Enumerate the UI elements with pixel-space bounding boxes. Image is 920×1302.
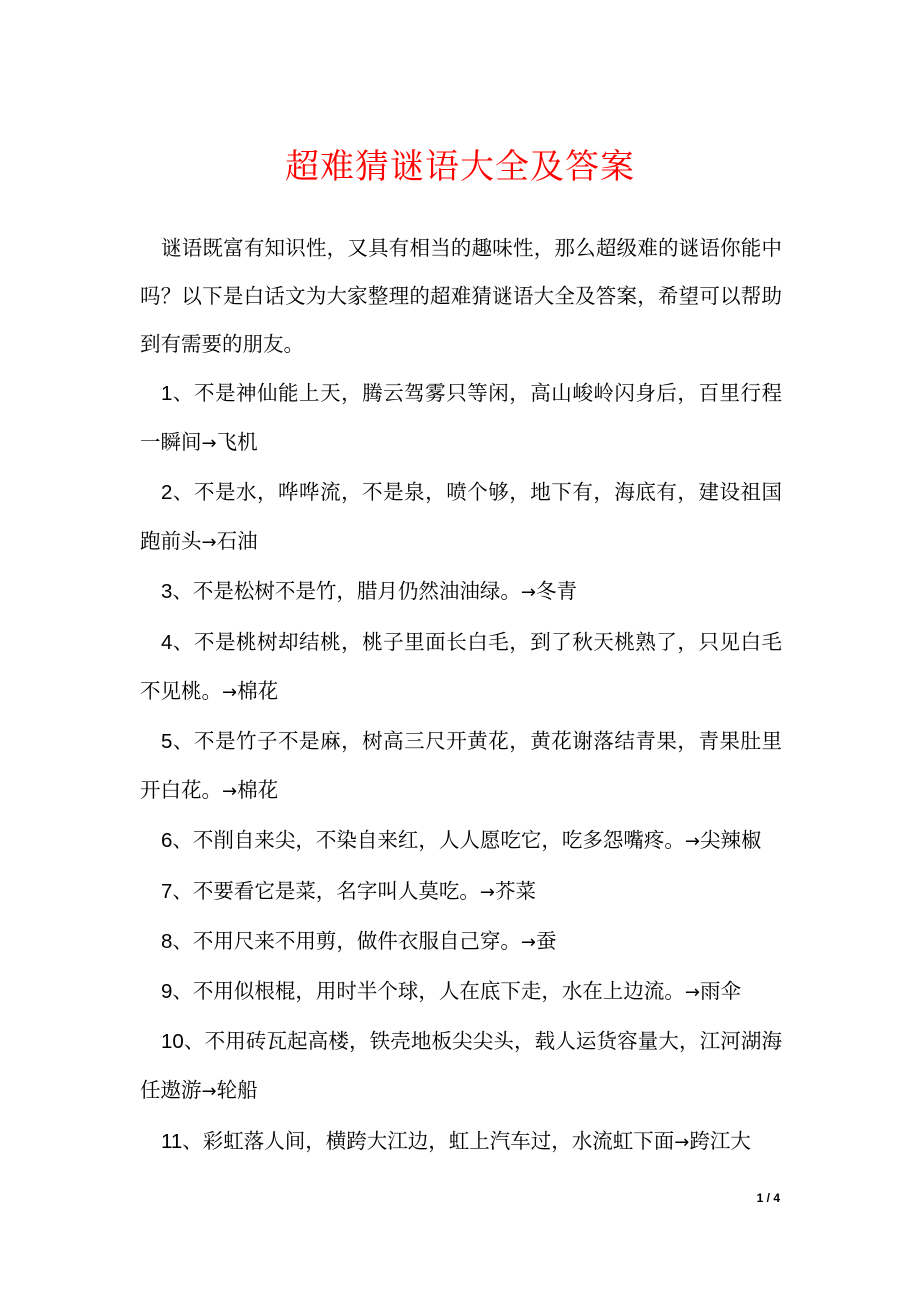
riddle-item	[140, 816, 782, 866]
riddle-item	[140, 917, 782, 967]
riddle-question: 不用似根棍，用时半个球，人在底下走，水在上边流。	[192, 979, 685, 1004]
riddle-number: 3	[161, 580, 173, 604]
riddle-separator: 、	[172, 928, 193, 953]
riddle-separator: 、	[172, 480, 194, 505]
riddle-answer: 跨江大	[689, 1128, 751, 1153]
riddle-number: 11	[161, 1129, 183, 1153]
riddle-separator: 、	[172, 579, 193, 604]
riddle-answer: 轮船	[216, 1078, 258, 1103]
riddle-question: 不是桃树却结桃，桃子里面长白毛，到了秋天桃熟了，只见白毛不见桃。	[140, 629, 783, 703]
arrow-right-icon: →	[684, 982, 700, 1004]
riddle-answer: 飞机	[216, 429, 258, 454]
arrow-right-icon: →	[222, 781, 238, 803]
riddle-number: 9	[161, 980, 173, 1004]
arrow-right-icon: →	[684, 831, 700, 853]
riddle-item	[140, 867, 782, 917]
riddle-separator: 、	[182, 1128, 203, 1153]
arrow-right-icon: →	[222, 681, 238, 703]
riddle-question: 不削自来尖，不染自来红，人人愿吃它，吃多怨嘴疼。	[192, 828, 685, 853]
document-title: 超难猜谜语大全及答案	[285, 147, 635, 187]
riddle-separator: 、	[183, 1029, 205, 1054]
riddle-item	[140, 369, 782, 468]
riddle-question: 不是水，哗哗流，不是泉，喷个够，地下有，海底有，建设祖国跑前头	[140, 480, 783, 554]
arrow-right-icon: →	[201, 432, 217, 454]
riddle-question: 不是松树不是竹，腊月仍然油油绿。	[192, 579, 521, 604]
riddle-answer: 石油	[216, 529, 258, 554]
riddle-separator: 、	[172, 380, 194, 405]
riddle-number: 7	[161, 879, 173, 903]
riddle-separator: 、	[172, 878, 193, 903]
riddle-separator: 、	[172, 979, 193, 1004]
riddle-number: 10	[161, 1030, 184, 1054]
riddle-item	[140, 967, 782, 1017]
riddle-question: 不要看它是菜，名字叫人莫吃。	[192, 878, 480, 903]
riddle-separator: 、	[172, 828, 193, 853]
riddle-number: 8	[161, 929, 173, 953]
riddle-answer: 尖辣椒	[700, 828, 762, 853]
arrow-right-icon: →	[674, 1131, 690, 1153]
riddle-question: 不用砖瓦起高楼，铁壳地板尖尖头，载人运货容量大，江河湖海任遨游	[140, 1029, 783, 1103]
riddle-answer: 芥菜	[495, 878, 536, 903]
intro-paragraph: 谜语既富有知识性，又具有相当的趣味性，那么超级难的谜语你能中吗？以下是白话文为大家整理的超难猜谜语大全及答案，希望可以帮助到有需要的朋友。	[140, 236, 782, 357]
arrow-right-icon: →	[479, 881, 495, 903]
riddle-number: 2	[161, 481, 173, 505]
riddle-question: 不用尺来不用剪，做件衣服自己穿。	[192, 928, 521, 953]
riddle-item	[140, 468, 782, 567]
riddle-number: 1	[161, 381, 173, 405]
arrow-right-icon: →	[520, 931, 536, 953]
riddle-item	[140, 1117, 782, 1167]
arrow-right-icon: →	[201, 1081, 217, 1103]
arrow-right-icon: →	[201, 532, 217, 554]
riddle-answer: 冬青	[536, 579, 577, 604]
riddle-item	[140, 618, 782, 717]
riddle-separator: 、	[172, 729, 194, 754]
document-body	[140, 224, 782, 1167]
riddle-answer: 棉花	[237, 778, 279, 803]
riddle-item	[140, 1017, 782, 1116]
riddle-question: 不是神仙能上天，腾云驾雾只等闲，高山峻岭闪身后，百里行程一瞬间	[140, 380, 783, 454]
riddle-question: 彩虹落人间，横跨大江边，虹上汽车过，水流虹下面	[202, 1128, 675, 1153]
riddle-number: 5	[161, 730, 173, 754]
riddle-answer: 雨伞	[700, 979, 741, 1004]
riddle-item	[140, 717, 782, 816]
riddle-question: 不是竹子不是麻，树高三尺开黄花，黄花谢落结青果，青果肚里开白花。	[140, 729, 783, 803]
arrow-right-icon: →	[520, 582, 536, 604]
page-number: 1 / 4	[756, 1191, 780, 1205]
riddle-item	[140, 567, 782, 617]
riddle-number: 6	[161, 829, 173, 853]
riddle-answer: 蚕	[536, 928, 557, 953]
riddle-separator: 、	[172, 629, 194, 654]
riddle-answer: 棉花	[237, 678, 279, 703]
riddle-number: 4	[161, 630, 173, 654]
riddle-list	[140, 369, 782, 1167]
